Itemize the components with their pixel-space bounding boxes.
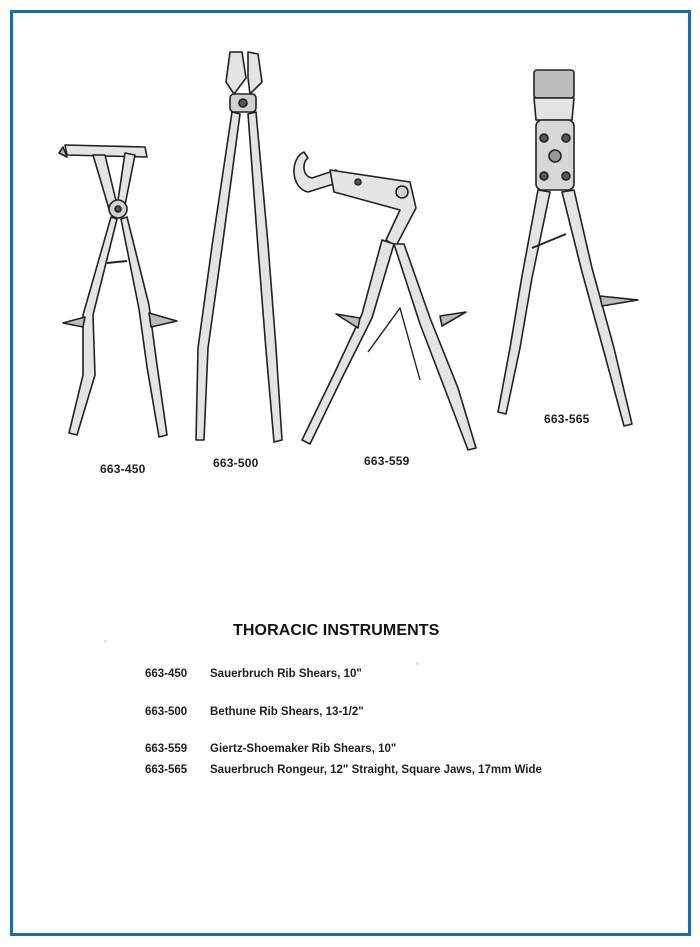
item-description: Sauerbruch Rongeur, 12" Straight, Square Jaws, 17mm Wide	[210, 764, 542, 776]
item-description: Bethune Rib Shears, 13-1/2"	[210, 706, 364, 718]
item-description: Sauerbruch Rib Shears, 10"	[210, 668, 362, 680]
label-663-450: 663-450	[100, 462, 146, 476]
bethune-rib-shears-icon	[190, 48, 290, 453]
catalog-row	[145, 668, 362, 680]
catalog-row	[145, 764, 542, 776]
label-663-559: 663-559	[364, 454, 410, 468]
item-code: 663-565	[145, 764, 188, 776]
page-title: THORACIC INSTRUMENTS	[233, 622, 440, 639]
item-description: Giertz-Shoemaker Rib Shears, 10"	[210, 743, 397, 755]
scan-speck	[104, 640, 107, 643]
sauerbruch-rongeur-icon	[492, 68, 642, 443]
giertz-shoemaker-rib-shears-icon	[290, 148, 480, 463]
item-code: 663-450	[145, 668, 188, 680]
item-code: 663-500	[145, 706, 188, 718]
item-code: 663-559	[145, 743, 188, 755]
catalog-row	[145, 743, 396, 755]
label-663-500: 663-500	[213, 456, 259, 470]
catalog-row	[145, 706, 364, 718]
sauerbruch-rib-shears-icon	[55, 135, 185, 450]
scan-speck	[416, 662, 419, 665]
label-663-565: 663-565	[544, 412, 590, 426]
